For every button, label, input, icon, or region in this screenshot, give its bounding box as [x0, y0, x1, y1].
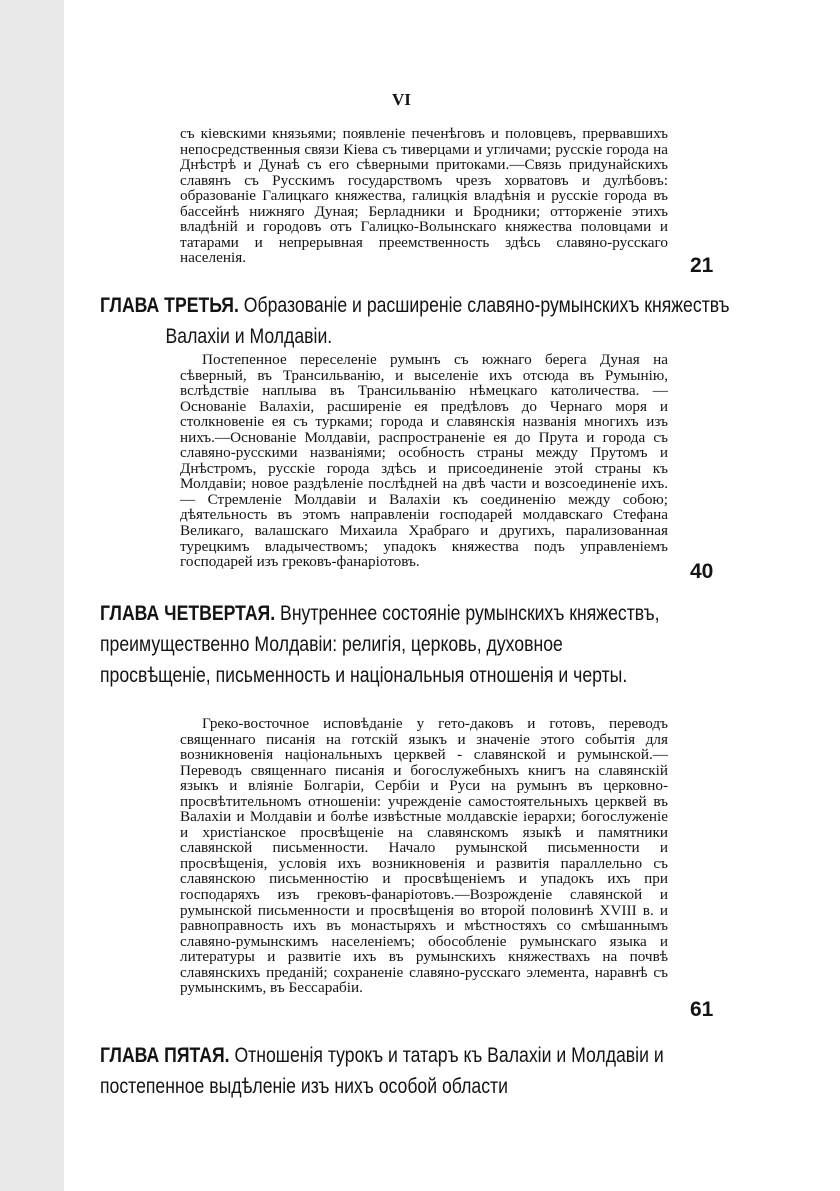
- chapter-3-title: Образованіе и расширеніе славяно-румынскихъ княжествъ Валахіи и Молдавіи.: [165, 294, 730, 348]
- chapter-4-heading: [100, 598, 675, 691]
- chapter-2-summary: [180, 126, 668, 266]
- chapter-2-summary-text: съ кіевскими князьями; появленіе печенѣговъ и половцевъ, прервавшихъ непосредственныя связи Кіева съ тиверцами и угличами; русскіе города на Днѣстрѣ и Дунаѣ съ его сѣверными притоками.—Связь придунайскихъ славянъ съ Русскимъ государствомъ чрезъ хорватовъ и дулѣбовъ: образованіе Галицкаго княжества, галицкія владѣнія и русскіе города въ бассейнѣ нижняго Дуная; Берладники и Бродники; отторженіе этихъ владѣній и городовъ отъ Галицко-Волынскаго княжества половцами и татарами и непрерывная преемственность здѣсь славяно-русскаго населенія.: [180, 125, 668, 267]
- chapter-4-page-ref: 61: [690, 998, 714, 1021]
- chapter-3-heading: [100, 290, 741, 352]
- chapter-4-summary: [180, 716, 668, 996]
- chapter-5-title: Отношенія турокъ и татаръ къ Валахіи и Молдавіи и постепенное выдѣленіе изъ нихъ особой области: [100, 1044, 664, 1098]
- chapter-5-heading: [100, 1040, 675, 1102]
- page-number: VI: [392, 90, 411, 109]
- chapter-5-label: ГЛАВА ПЯТАЯ.: [100, 1044, 230, 1067]
- chapter-3-label: ГЛАВА ТРЕТЬЯ.: [100, 294, 239, 317]
- chapter-3-page-ref: 40: [690, 560, 714, 583]
- chapter-3-summary: [180, 352, 668, 570]
- chapter-4-label: ГЛАВА ЧЕТВЕРТАЯ.: [100, 602, 276, 625]
- chapter-2-page-ref: 21: [690, 254, 714, 277]
- chapter-4-summary-text: Греко-восточное исповѣданіе у гето-даковъ и готовъ, переводъ священнаго писанія на готскій языкъ и значеніе этого событія для возникновенія національныхъ церквей - славянской и румынской.—Переводъ священнаго писанія и богослужебныхъ книгъ на славянскій языкъ и вліяніе Болгаріи, Сербіи и Руси на румынъ въ церковно-просвѣтительномъ отношеніи: учрежденіе самостоятельныхъ церквей въ Валахіи и Молдавіи и болѣе извѣстные молдавскіе іерархи; богослуженіе и христіанское просвѣщеніе на славянскомъ языкѣ и памятники славянской письменности. Начало румынской письменности и просвѣщенія, условія ихъ возникновенія и развитія параллельно съ славянскою письменностію и просвѣщеніемъ и упадокъ ихъ при господаряхъ изъ грековъ-фанаріотовъ.—Возрожденіе славянской и румынской письменности и просвѣщенія во второй половинѣ XVIII в. и равноправность ихъ въ монастыряхъ и мѣстностяхъ со смѣшаннымъ славяно-румынскимъ населеніемъ; обособленіе румынскаго языка и литературы и развитіе ихъ въ румынскихъ княжествахъ на почвѣ славянскихъ преданій; сохраненіе славяно-русскаго элемента, наравнѣ съ румынскимъ, въ Бессарабіи.: [180, 715, 668, 997]
- chapter-4-title: Внутреннее состояніе румынскихъ княжествъ, преимущественно Молдавіи: религія, церковь, духовное просвѣщеніе, письменность и національныя отношенія и черты.: [100, 602, 660, 687]
- chapter-3-summary-text: Постепенное переселеніе румынъ съ южнаго берега Дуная на сѣверный, въ Трансильванію, и выселеніе ихъ отсюда въ Румынію, вслѣдствіе наплыва въ Трансильванію нѣмецкаго католичества. — Основаніе Валахіи, расширеніе ея предѣловъ до Чернаго моря и столкновеніе ея съ турками; города и славянскія названія многихъ изъ нихъ.—Основаніе Молдавіи, распространеніе ея до Прута и города съ славяно-русскими названіями; особность страны между Прутомъ и Днѣстромъ, русскіе города здѣсь и присоединеніе этой страны къ Молдавіи; новое раздѣленіе послѣдней на двѣ части и возсоединеніе ихъ.— Стремленіе Молдавіи и Валахіи къ соединенію между собою; дѣятельность въ этомъ направленіи господарей молдавскаго Стефана Великаго, валашскаго Михаила Храбраго и другихъ, парализованная турецкимъ владычествомъ; упадокъ княжества подъ управленіемъ господарей изъ грековъ-фанаріотовъ.: [180, 351, 668, 571]
